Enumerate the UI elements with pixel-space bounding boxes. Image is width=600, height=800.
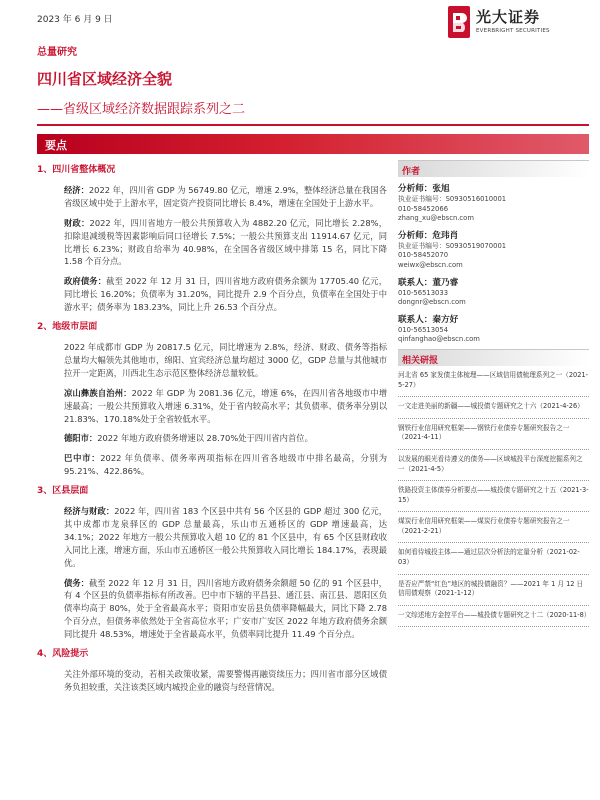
paragraph-label: 政府债务： (64, 276, 107, 287)
paragraph-label: 财政： (64, 217, 90, 228)
contact-card (398, 277, 589, 308)
analyst-phone: 010-58452070 (398, 251, 449, 260)
contact-phone: 010-56513054 (398, 325, 449, 334)
analyst-card (398, 183, 589, 224)
paragraph-label: 巴中市： (64, 453, 101, 464)
related-report-link[interactable]: 如何看待城投主体——通过层次分析法的定量分析（2021-02-03） (398, 543, 589, 574)
paragraph-label: 经济与财政： (64, 506, 115, 517)
paragraph-text: 2022 年负债率、债务率两项指标在四川省各地级市中排名最高，分别为 95.21%、422.86%。 (64, 453, 387, 477)
brand-logo (448, 4, 588, 40)
analyst-detail: 执业证书编号：S0930516010001 (398, 195, 507, 203)
paragraph-text: 2022 年地方政府债务增速以 28.70%处于四川省内首位。 (97, 433, 313, 444)
contact-email[interactable]: dongnr@ebscn.com (398, 298, 466, 307)
analyst-phone: 010-58452066 (398, 204, 449, 213)
paragraph-text: 2022 年，四川省 GDP 为 56749.80 亿元，增速 2.9%，整体经济总量在我国各省级区域中处于上游水平，固定资产投资同比增长 8.4%，增速在全国处于上游水平。 (64, 184, 387, 208)
contact-phone: 010-56513033 (398, 288, 449, 297)
paragraph (64, 275, 387, 314)
authors-header: 作者 (398, 160, 589, 177)
contact-name: 联系人：董乃睿 (398, 277, 459, 288)
title-divider (37, 124, 589, 126)
everbright-logo-icon (448, 6, 470, 38)
paragraph-label: 德阳市： (64, 433, 98, 444)
section-title: 2、地级市层面 (37, 322, 98, 333)
related-report-link[interactable]: 是否应严禁“红色”地区的城投债融资？——2021 年 1 月 12 日信用债观察（2021-1-12） (398, 575, 589, 606)
key-points-banner (37, 134, 589, 154)
paragraph (64, 341, 387, 380)
analyst-card (398, 230, 589, 271)
paragraph-text: 关注外部环境的变动，若相关政策收紧，需要警惕再融资续压力；四川省市部分区域债务负担较重，关注该类区域内城投企业的融资与经营情况。 (64, 669, 387, 692)
related-report-link[interactable]: 以发展的眼光看待遵义的债务——区域城投平台深度挖掘系列之一（2021-4-5） (398, 450, 589, 481)
paragraph-label: 凉山彝族自治州： (64, 387, 132, 398)
paragraph-text: 2022 年，四川省地方一般公共预算收入为 4882.20 亿元，同比增长 2.28%，扣除退减缓税等因素影响后同口径增长 7.5%；一般公共预算支出 11914.67 亿元，同比增长 6.23%；财政自给率为 40.98%，在全国各省级区域中排第 15 名，同比下降 1.58 个百分点。 (64, 217, 387, 267)
paragraph (64, 184, 387, 210)
analyst-email[interactable]: weiwx@ebscn.com (398, 260, 463, 269)
analyst-email[interactable]: zhang_xu@ebscn.com (398, 214, 474, 223)
page-subtitle: ——省级区域经济数据跟踪系列之二 (37, 102, 246, 117)
related-report-link[interactable]: 一文走进美丽的新疆——城投债专题研究之十六（2021-4-26） (398, 397, 589, 419)
paragraph (64, 505, 387, 570)
paragraph-label: 经济： (64, 184, 89, 195)
key-points-label: 要点 (45, 139, 67, 152)
paragraph-text: 2022 年成都市 GDP 为 20817.5 亿元，同比增速为 2.8%，经济、财政、债务等指标总量均大幅领先其他地市，绵阳、宜宾经济总量均超过 3000 亿，GDP 总量与其他城市拉开一定距离，川西北生态示范区整体经济总量较低。 (64, 341, 387, 378)
analyst-name: 分析师：危玮肖 (398, 230, 459, 241)
paragraph (64, 577, 387, 642)
paragraph-text: 截至 2022 年 12 月 31 日，四川省地方政府债务余额超 50 亿的 91 个区县中，有 4 个区县的负债率指标有所改善。巴中市下辖的平昌县、通江县、南江县、恩阳区负债率均高于 80%，处于全省最高水平；资阳市安岳县负债率降幅最大，同比下降 2.78 个百分点，但债务率依然处于全省高位水平；广安市广安区 2022 年地方政府债务余额同比提升 48.53%，增速处于全省最高水平，负债率同比提升 11.49 个百分点。 (64, 577, 387, 640)
contact-name: 联系人：秦方好 (398, 314, 459, 325)
paragraph (64, 668, 387, 694)
related-report-link[interactable]: 钢铁行业信用研究框架——钢铁行业债券专题研究报告之一（2021-4-11） (398, 419, 589, 450)
related-report-link[interactable]: 煤炭行业信用研究框架——煤炭行业债券专题研究报告之一（2021-2-21） (398, 512, 589, 543)
paragraph-text: 2022 年 GDP 为 2081.36 亿元，增速 6%，在四川省各地级市中增速最高；一般公共预算收入增速 6.31%，处于省内较高水平；其负债率、债务率分别以 21.83%、170.18%处于全省较低水平。 (64, 387, 387, 424)
related-report-link[interactable]: 铁路投资主体债券分析要点——城投债专题研究之十五（2021-3-15） (398, 481, 589, 512)
related-report-link[interactable]: 河北省 65 家发债主体梳理——区域信用债梳理系列之一（2021-5-27） (398, 366, 589, 397)
paragraph-text: 2022 年，四川省 183 个区县中共有 56 个区县的 GDP 超过 300 亿元，其中成都市龙泉驿区的 GDP 总量最高，乐山市五通桥区的 GDP 增速最高，达 34.1%；2022 年地方一般公共预算收入超 10 亿的 81 个区县中，有 65 个区县财政收入同比上涨，增速方面，乐山市五通桥区一般公共预算收入同比增长 184.17%，表现最优。 (64, 506, 387, 568)
paragraph (64, 387, 387, 426)
section-title: 1、四川省整体概况 (37, 165, 116, 175)
paragraph-text: 截至 2022 年 12 月 31 日，四川省地方政府债务余额为 17705.40 亿元，同比增长 16.20%；负债率为 31.20%，同比提升 2.9 个百分点，负债率在全国处于中游水平；债务率为 183.23%，同比上升 26.53 个百分点。 (64, 276, 387, 313)
logo-text-cn: 光大证券 (476, 8, 541, 26)
contact-email[interactable]: qinfanghao@ebscn.com (398, 335, 480, 344)
contact-card (398, 314, 589, 345)
paragraph (64, 217, 387, 269)
paragraph-label: 债务： (64, 577, 89, 588)
paragraph (64, 452, 387, 478)
section-title: 4、风险提示 (37, 649, 89, 660)
analyst-name: 分析师：张旭 (398, 184, 450, 194)
main-content (37, 164, 387, 701)
section-title: 3、区县层面 (37, 486, 89, 497)
related-report-link[interactable]: 一文综述地方金控平台——城投债专题研究之十二（2020-11-8） (398, 606, 589, 628)
report-category: 总量研究 (37, 47, 77, 58)
analyst-detail: 执业证书编号：S0930519070001 (398, 241, 507, 250)
report-date: 2023 年 6 月 9 日 (37, 15, 113, 25)
sidebar (398, 160, 589, 627)
logo-text-en: EVERBRIGHT SECURITIES (476, 28, 550, 34)
page-title: 四川省区域经济全貌 (37, 70, 173, 88)
paragraph (64, 432, 387, 445)
related-research-header: 相关研报 (398, 349, 589, 366)
